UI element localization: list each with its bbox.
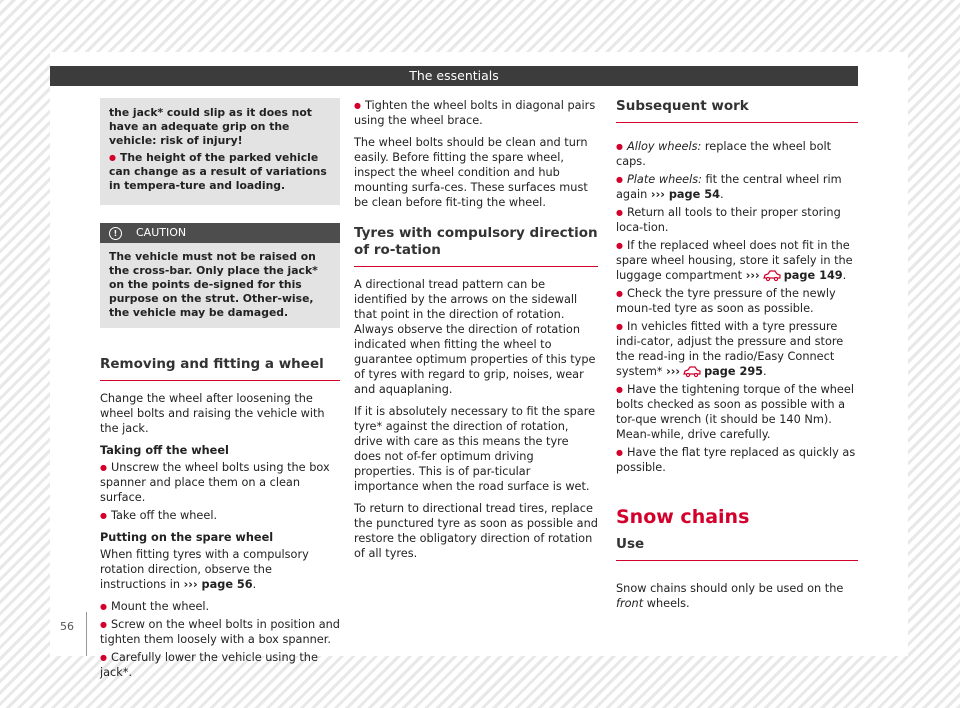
list-item: ● Mount the wheel.: [100, 599, 340, 614]
section-title-subsequent: Subsequent work: [616, 98, 858, 123]
warning-line-1: the jack* could slip as it does not have an adequate grip on the vehicle: risk of injury!: [109, 106, 312, 147]
car-icon: [683, 366, 701, 377]
column-right: [616, 98, 858, 618]
caution-text: The vehicle must not be raised on the cross-bar. Only place the jack* on the points de-signed for this purpose on the strut. Other-wise, the vehicle may be damaged.: [109, 250, 318, 319]
bullet-icon: [100, 618, 111, 631]
list-item: ● In vehicles fitted with a tyre pressure indi-cator, adjust the pressure and store the read-ing in the radio/Easy Connect system* ››› page 295.: [616, 319, 858, 379]
list-item: ● Unscrew the wheel bolts using the box spanner and place them on a clean surface.: [100, 460, 340, 505]
bullet-icon: [109, 151, 120, 164]
bullet-icon: [616, 383, 627, 396]
section-title-tyres: Tyres with compulsory direction of ro-tation: [354, 225, 598, 267]
bullet-icon: [100, 651, 111, 664]
bullet-icon: [616, 173, 627, 186]
bullet-icon: [616, 239, 627, 252]
column-middle: [354, 98, 598, 568]
column-left: [100, 98, 340, 687]
caution-label: CAUTION: [136, 226, 187, 239]
car-icon: [763, 270, 781, 281]
intro-text: Change the wheel after loosening the wheel bolts and raising the vehicle with the jack.: [100, 392, 325, 435]
list-item: ● If the replaced wheel does not fit in the spare wheel housing, store it safely in the luggage compartment ››› page 149.: [616, 238, 858, 283]
page-link[interactable]: page 295: [704, 365, 764, 378]
paragraph: To return to directional tread tires, replace the punctured tyre as soon as possible and restore the obligatory direction of rotation of all tyres.: [354, 502, 598, 560]
bullet-icon: [616, 446, 627, 459]
bullet-icon: [100, 461, 111, 474]
bullet-icon: [100, 600, 111, 613]
manual-page: [50, 52, 908, 679]
paragraph: The wheel bolts should be clean and turn easily. Before fitting the spare wheel, inspect the wheel condition and hub mounting surfa-ces. These surfaces must be clean before fit-ting the wheel.: [354, 136, 588, 209]
warning-line-2: ● The height of the parked vehicle can change as a result of variations in tempera-ture and loading.: [109, 151, 331, 193]
page-number-divider: [86, 612, 87, 656]
bullet-icon: [354, 99, 365, 112]
list-item: ● Plate wheels: fit the central wheel rim again ››› page 54.: [616, 172, 858, 202]
paragraph: A directional tread pattern can be identified by the arrows on the sidewall that point in the direction of rotation. Always observe the direction of rotation indicated when fitting the wheel to guarantee optimum properties of this type of tyres with regard to grip, noises, wear and aquaplaning.: [354, 278, 596, 396]
list-item: ● Screw on the wheel bolts in position and tighten them loosely with a box spanner.: [100, 617, 340, 647]
section-title-removing: Removing and fitting a wheel: [100, 356, 340, 381]
page-link[interactable]: ››› page 56: [183, 578, 253, 591]
paragraph: If it is absolutely necessary to fit the spare tyre* against the direction of rotation, drive with care as this means the tyre does not of-fer optimum driving properties. This is of par-ticular importance when the road surface is wet.: [354, 405, 596, 493]
warning-box: [100, 98, 340, 205]
heading-putting-on: Putting on the spare wheel: [100, 531, 274, 544]
caution-box: [100, 223, 340, 328]
bullet-icon: [616, 320, 627, 333]
bullet-icon: [616, 206, 627, 219]
snow-chains-title: Snow chains: [616, 506, 750, 528]
bullet-icon: [616, 287, 627, 300]
caution-header: [100, 223, 340, 243]
list-item: ● Have the tightening torque of the wheel bolts checked as soon as possible with a tor-que wrench (it should be 140 Nm). Mean-while, drive carefully.: [616, 382, 858, 442]
list-item: ● Return all tools to their proper storing loca-tion.: [616, 205, 858, 235]
bullet-icon: [616, 140, 627, 153]
page-link[interactable]: ››› page 54: [650, 188, 720, 201]
info-icon: !: [109, 227, 122, 240]
putting-on-text: When fitting tyres with a compulsory rotation direction, observe the instructions in ››› page 56.: [100, 548, 309, 591]
list-item: ● Alloy wheels: replace the wheel bolt caps.: [616, 139, 858, 169]
list-item: ● Tighten the wheel bolts in diagonal pairs using the wheel brace.: [354, 98, 598, 128]
list-item: ● Check the tyre pressure of the newly moun-ted tyre as soon as possible.: [616, 286, 858, 316]
page-header: The essentials: [50, 66, 858, 86]
snow-chains-text: Snow chains should only be used on the front wheels.: [616, 582, 844, 610]
list-item: ● Carefully lower the vehicle using the jack*.: [100, 650, 340, 680]
page-number: 56: [60, 620, 74, 633]
page-link[interactable]: page 149: [783, 269, 843, 282]
bullet-icon: [100, 509, 111, 522]
list-item: ● Have the flat tyre replaced as quickly as possible.: [616, 445, 858, 475]
list-item: ● Take off the wheel.: [100, 508, 340, 523]
section-title-use: Use: [616, 536, 858, 561]
heading-taking-off: Taking off the wheel: [100, 444, 229, 457]
